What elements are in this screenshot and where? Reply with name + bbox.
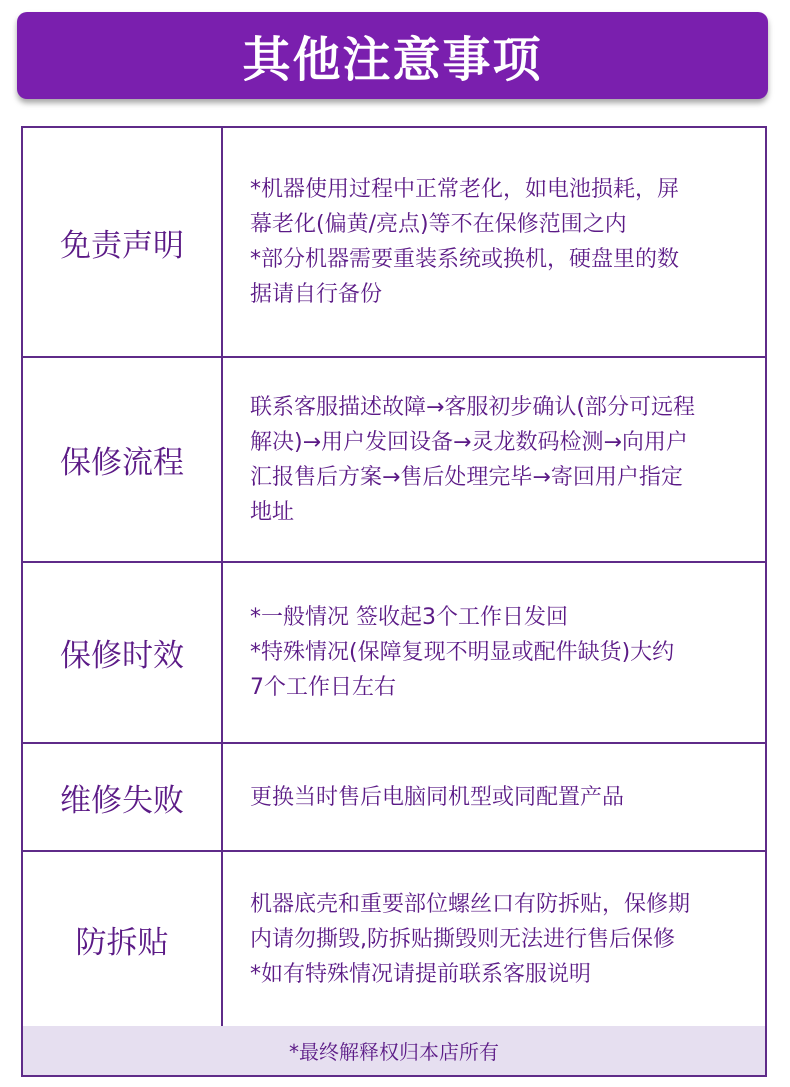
table-row-warranty-process — [23, 358, 765, 563]
footer-note: *最终解释权归本店所有 — [23, 1026, 765, 1075]
row-label-repair-failure: 维修失败 — [23, 744, 223, 850]
content-line: *一般情况 签收起3个工作日发回 — [250, 605, 568, 630]
content-line: 机器底壳和重要部位螺丝口有防拆贴，保修期 — [250, 891, 691, 917]
content-line: 更换当时售后电脑同机型或同配置产品 — [250, 784, 625, 810]
table-row-tamper-seal — [23, 852, 765, 1028]
row-label-warranty-process: 保修流程 — [23, 358, 223, 561]
content-line: 内请勿撕毁,防拆贴撕毁则无法进行售后保修 — [250, 926, 675, 952]
notice-table — [21, 126, 767, 1077]
title-banner — [17, 12, 768, 99]
content-line: 汇报售后方案→售后处理完毕→寄回用户指定 — [250, 464, 683, 490]
content-line: *特殊情况(保障复现不明显或配件缺货)大约 — [250, 640, 675, 665]
content-line: 解决)→用户发回设备→灵龙数码检测→向用户 — [250, 429, 688, 455]
row-label-disclaimer: 免责声明 — [23, 128, 223, 356]
content-line: *机器使用过程中正常老化，如电池损耗，屏 — [250, 177, 680, 202]
row-content-turnaround — [223, 563, 765, 742]
row-label-turnaround: 保修时效 — [23, 563, 223, 742]
content-line: 地址 — [250, 499, 295, 525]
content-line: 7个工作日左右 — [250, 675, 396, 700]
page-title: 其他注意事项 — [242, 32, 543, 88]
row-content-repair-failure — [223, 744, 765, 850]
content-line: *部分机器需要重装系统或换机，硬盘里的数 — [250, 247, 680, 272]
row-content-disclaimer — [223, 128, 765, 356]
row-label-tamper-seal: 防拆贴 — [23, 852, 223, 1026]
table-row-repair-failure — [23, 744, 765, 852]
row-content-warranty-process — [223, 358, 765, 561]
content-line: 联系客服描述故障→客服初步确认(部分可远程 — [250, 394, 696, 420]
table-row-turnaround — [23, 563, 765, 744]
content-line: 幕老化(偏黄/亮点)等不在保修范围之内 — [250, 212, 627, 237]
row-content-tamper-seal — [223, 852, 765, 1026]
table-row-disclaimer — [23, 128, 765, 358]
content-line: *如有特殊情况请提前联系客服说明 — [250, 961, 592, 987]
content-line: 据请自行备份 — [250, 282, 383, 307]
